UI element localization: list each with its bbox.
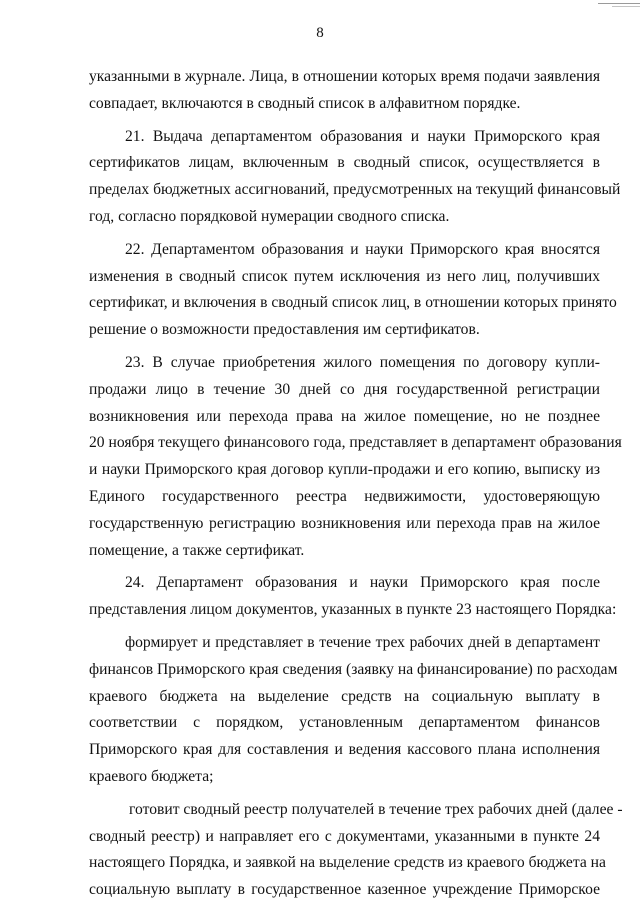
text-line: сертификат, и включения в сводный список лиц, в отношении которых принято (89, 294, 617, 312)
paragraph-21 (89, 124, 621, 231)
text-line: 22. Департаментом образования и науки Приморского края вносятся (125, 240, 600, 258)
paragraph-24 (89, 570, 617, 624)
text-line: краевого бюджета на выделение средств на социальную выплату в (89, 687, 600, 705)
text-line: совпадает, включаются в сводный список в алфавитном порядке. (89, 94, 521, 112)
text-line: государственную регистрацию возникновения или перехода прав на жилое (89, 514, 600, 532)
text-line: изменения в сводный список путем исключения из него лиц, получивших (89, 267, 600, 285)
text-line: краевого бюджета; (89, 767, 214, 785)
paragraph-22 (89, 237, 617, 344)
text-line: соответствии с порядком, установленным департаментом финансов (89, 714, 600, 732)
text-line: сертификатов лицам, включенным в сводный список, осуществляется в (89, 154, 600, 172)
text-line: и науки Приморского края договор купли-продажи и его копию, выписку из (89, 461, 600, 479)
text-line: 23. В случае приобретения жилого помещения по договору купли- (125, 353, 600, 371)
text-line: сводный реестр) и направляет его с документами, указанными в пункте 24 (89, 827, 600, 845)
text-line: 20 ноября текущего финансового года, представляет в департамент образования (89, 434, 622, 452)
text-line: решение о возможности предоставления им сертификатов. (89, 321, 480, 339)
text-line: продажи лицо в течение 30 дней со дня государственной регистрации (89, 380, 600, 398)
text-line: готовит сводный реестр получателей в течение трех рабочих дней (далее - (129, 800, 623, 818)
text-line: социальную выплату в государственное казенное учреждение Приморское (89, 881, 600, 899)
text-line: год, согласно порядковой нумерации сводного списка. (89, 207, 450, 225)
text-line: указанными в журнале. Лица, в отношении которых время подачи заявления (89, 68, 600, 85)
text-line: 24. Департамент образования и науки Приморского края после (125, 574, 600, 592)
text-line: формирует и представляет в течение трех рабочих дней в департамент (125, 633, 600, 651)
text-line: настоящего Порядка, и заявкой на выделение средств из краевого бюджета на (89, 854, 606, 872)
paragraph-24-item-prepares (89, 797, 623, 904)
document-body (89, 64, 623, 904)
scan-edge-mark (598, 3, 640, 4)
text-line: представления лицом документов, указанных в пункте 23 настоящего Порядка: (89, 601, 617, 619)
text-line: пределах бюджетных ассигнований, предусмотренных на текущий финансовый (89, 181, 621, 199)
paragraph-24-item-forms (89, 630, 618, 791)
scan-edge-mark-secondary (612, 6, 640, 7)
page-number: 8 (316, 25, 324, 41)
text-line: Приморского края для составления и ведения кассового плана исполнения (89, 741, 600, 759)
text-line: 21. Выдача департаментом образования и науки Приморского края (125, 127, 600, 145)
paragraph-23 (89, 350, 622, 564)
text-line: возникновения или перехода права на жилое помещение, но не позднее (89, 407, 600, 425)
text-line: помещение, а также сертификат. (89, 541, 305, 559)
text-line: Единого государственного реестра недвижимости, удостоверяющую (89, 487, 600, 505)
paragraph-continuation (89, 64, 600, 118)
text-line: финансов Приморского края сведения (заявку на финансирование) по расходам (89, 660, 618, 678)
